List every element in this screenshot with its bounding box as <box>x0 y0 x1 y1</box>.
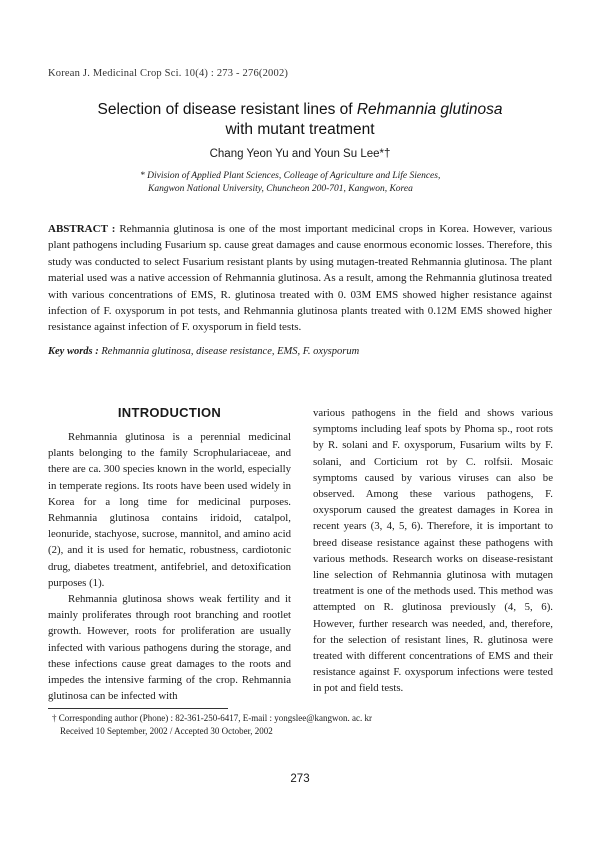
abstract <box>48 221 552 336</box>
affiliation-line1: * Division of Applied Plant Sciences, Colleage of Agriculture and Life Siences, <box>140 171 441 181</box>
section-heading-introduction: INTRODUCTION <box>117 405 222 420</box>
page-number: 273 <box>290 773 310 785</box>
paragraph: Rehmannia glutinosa is a perennial medicinal plants belonging to the family Scrophulariaceae, and there are ca. 300 species known in the world, especially in temperate regions. Its roots have been used widely in Korea for a long time for medicinal purposes. Rehmannia glutinosa contains iridoid, catalpol, leonuride, stachyose, sucrose, mannitol, and amino acid (2), and it is used for hematic, robustness, cardiotonic drug, diabetes treatment, antifebriel, and detoxification purposes (1). <box>48 431 291 589</box>
footnote-divider <box>48 708 228 709</box>
keywords <box>48 345 552 359</box>
keywords-text: Rehmannia glutinosa, disease resistance, EMS, F. oxysporum <box>98 346 360 357</box>
title-species: Rehmannia glutinosa <box>356 101 503 118</box>
authors: Chang Yeon Yu and Youn Su Lee*† <box>209 148 391 160</box>
abstract-text: Rehmannia glutinosa is one of the most important medicinal crops in Korea. However, various plant pathogens including Fusarium sp. cause great damages and cause enormous economic losses. Therefore, this study was conducted to select Fusarium resistant plants by using mutagen-treated Rehmannia glutinosa. The plant material used was a native accession of Rehmannia glutinosa. As a result, among the Rehmannia glutinosa treated with various concentrations of EMS, R. glutinosa treated with 0. 03M EMS showed higher resistance against infection of F. oxysporum in pot tests, and Rehmannia glutinosa plants treated with 0.12M EMS showed higher resistance against infection of F. oxysporum in field tests. <box>48 223 552 334</box>
title-prefix: Selection of disease resistant lines of <box>97 101 357 118</box>
footnote <box>52 712 372 737</box>
column-left <box>48 429 291 704</box>
keywords-label: Key words : <box>48 346 99 357</box>
footnote-dates: Received 10 September, 2002 / Accepted 30 October, 2002 <box>60 725 273 736</box>
footnote-contact: † Corresponding author (Phone) : 82-361-250-6417, E-mail : yongslee@kangwon. ac. kr <box>52 713 372 723</box>
paragraph: Rehmannia glutinosa shows weak fertility and it mainly proliferates through root branching and rootlet growth. However, roots for proliferation are usually infected with various pathogens during the storage, and these infections cause great damages to the roots and impedes the intensive farming of the crop. Rehmannia glutinosa can be infected with <box>48 593 291 703</box>
title-line2: with mutant treatment <box>225 121 375 138</box>
paragraph: various pathogens in the field and shows various symptoms including leaf spots by Phoma sp., root rots by R. solani and F. oxysporum, Fusarium wilts by F. solani, and Corticium rot by C. rolfsii. Mosaic symptoms caused by various viruses can also be observed. Among these various pathogens, F. oxysporum caused the greatest damages in Korea in recent years (3, 4, 5, 6). Therefore, it is important to breed disease resistance against these pathogens with various methods. Research works on disease-resistant line selection of Rehmannia glutinosa with mutagen treatment is one of the methods used. This method was attempted on R. glutinosa previously (4, 5, 6). However, further research was needed, and, therefore, for the selection of resistant lines, R. glutinosa were treated with different concentrations of EMS and their resistance against F. oxysporum infections were tested in pot and field tests. <box>313 407 553 695</box>
paper-title <box>0 100 600 140</box>
affiliation-line2: Kangwon National University, Chuncheon 200-701, Kangwon, Korea <box>148 184 413 194</box>
journal-citation: Korean J. Medicinal Crop Sci. 10(4) : 273 - 276(2002) <box>48 68 289 79</box>
affiliation <box>140 170 470 196</box>
column-right <box>313 405 553 697</box>
abstract-label: ABSTRACT : <box>48 223 116 235</box>
